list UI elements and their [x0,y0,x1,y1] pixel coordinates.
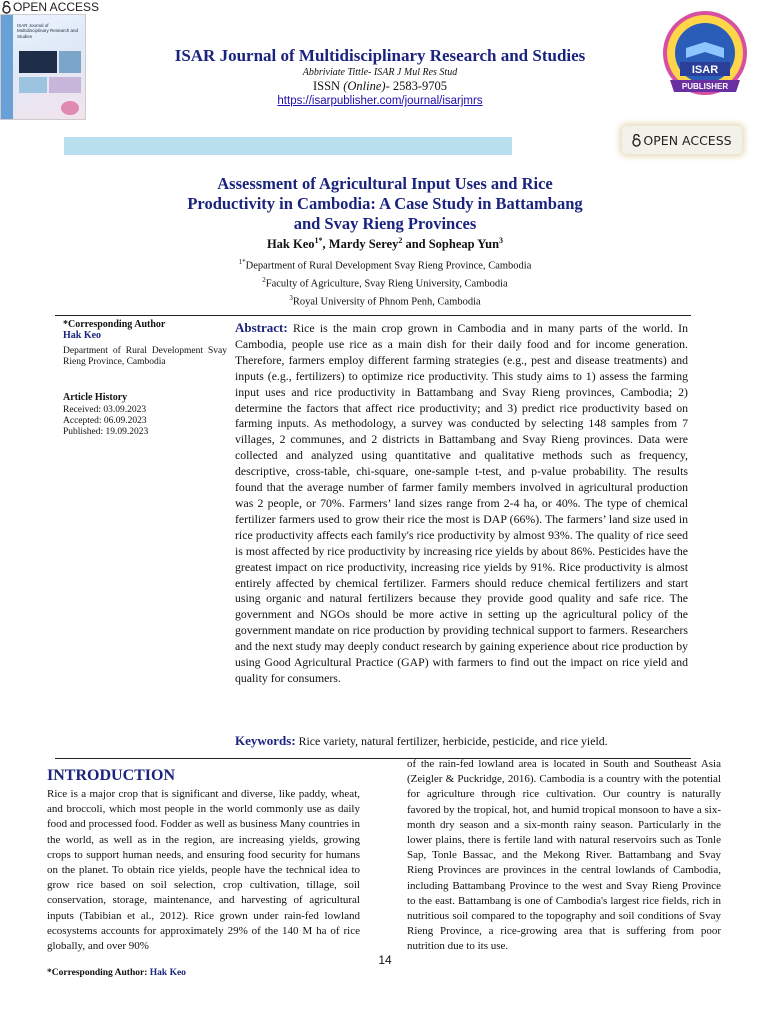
page-number: 14 [378,953,392,967]
open-access-label: OPEN ACCESS [13,0,100,14]
divider [233,315,691,316]
affiliation: $^{1*}$Department of Rural Development Svay Rieng Province, Cambodia [238,258,532,272]
author-name: Mardy Serey [328,237,399,252]
introduction-heading: INTRODUCTION [47,767,176,784]
abstract-text: Rice is the main crop grown in Cambodia and in many parts of the world. In Cambodia, people use rice as a main dish for their daily food and for income generation. Therefore, farmers employ different farming strategies (e.g., pest and disease treatments) and inputs (e.g., fertilizers) to optimize rice productivity. This study aims to 1) assess the farming input uses and rice productivity in Battambang and Svay Rieng provinces, Cambodia; 2) determine the factors that affect rice productivity; and 3) predict rice productivity based on farming inputs. As methodology, a survey was conducted by selecting 148 samples from 7 villages, 2 communes, and 2 districts in Battambang and Svay Rieng provinces. Data were collected and analyzed using quantitative and qualitative methods such as frequency, descriptive, cross-table, chi-square, one-sample t-test, and p-value probability. The results found that the average number of farmer family members involved in agricultural production was 2 people, or 70%. Farmers’ land sizes range from 2-4 ha, or 40%. The type of chemical fertilizer farmers used to grow their rice the most is DAP (66%). The farmers’ land size used in rice productivity affects each family's rice productivity by almost 93%. The quality of rice seed is most affected by rice productivity by increasing rice yields by about 86%. Pesticides have the greatest impact on rice productivity, increasing rice yields by 91%. Rice productivity is almost entirely affected by chemical fertilizer. Farmers should reduce chemical fertilizers and start using organic and natural fertilizers because they provide good quality and safe rice. The government and NGOs should be more active in setting up the agricultural policy of the government mandate on rice production by providing technical support to farmers. Researchers and the next study may deeply conduct research by gaining experience about rice production by using Good Agricultural Practice (GAP) with farmers to find out the impact on rice yield and quality for consumers. [235,321,688,685]
affiliation: $^2$Faculty of Agriculture, Svay Rieng University, Cambodia [262,276,508,290]
accepted-date: Accepted: 06.09.2023 [63,416,147,426]
divider [55,315,233,316]
corresponding-author-name: Hak Keo [63,330,102,341]
body-column-right: of the rain-fed lowland area is located in South and Southeast Asia (Zeigler & Puckridge, 2016). Cambodia is a country with the potential for agriculture through rice cultivation. Our country is naturally favored by the tropical, hot, and humid tropical monsoon to have a six-month dry season and a six-month rainy season. Particularly in the lower plains, there is fertile land with natural reservoirs such as Tonle Sap, Tonle Bassac, and the Mekong River. Battambang and Svay Rieng Provinces are provinces in the central lowlands of Cambodia, including Battambang Province to the west and Svay Rieng Province to the east. Battambang is one of Cambodia's largest rice fields, rich in nutritious soil compared to the topography and soil conditions of Svay Rieng Province, a rice-growing area that is suffering from poor nutrition due to its use. [407,758,721,953]
open-access-button-label: OPEN ACCESS [643,132,732,148]
received-date: Received: 03.09.2023 [63,405,147,415]
open-lock-icon [2,1,11,14]
corresponding-author-department: Department of Rural Development Svay Rieng Province, Cambodia [63,346,227,367]
journal-abbreviation: Abbriviate Tittle- ISAR J Mul Res Stud [302,67,458,78]
body-column-left: Rice is a major crop that is significant and diverse, like paddy, wheat, and broccoli, which most people in the world commonly use as daily food and processed food. Fodder as well as business Many countries in the world, as well as in the region, are increasing yields, growing crops to support human needs, and ensuring food security for humans on the planet. To obtain rice yields, people have the technical idea to grow rice based on soil selection, crop cultivation, tillage, soil conservation, storage, maintenance, and harvesting of agricultural inputs (Tabibian et al., 2012). Rice grown under rain-fed lowland ecosystems accounts for approximately 29% of the 140 M ha of rice globally, and over 90% [47,788,360,953]
keywords-label: Keywords: [235,733,296,748]
keywords-text: Rice variety, natural fertilizer, herbicide, pesticide, and rice yield. [298,734,608,748]
corresponding-author-heading: *Corresponding Author [63,319,166,330]
author-name: Hak Keo [266,237,315,252]
open-lock-icon [632,134,641,147]
journal-cover-thumbnail [0,14,86,120]
logo-text: ISAR [691,64,719,76]
article-history-heading: Article History [63,392,128,403]
isar-publisher-logo [660,8,750,104]
open-access-button[interactable] [622,126,742,154]
logo-subtext: PUBLISHER [681,82,729,91]
published-date: Published: 19.09.2023 [63,427,149,437]
keywords [235,733,688,749]
abstract-label: Abstract: [235,320,288,335]
footer-corresponding-author: *Corresponding Author: Hak Keo [47,968,186,978]
journal-issn: ISSN (Online)- 2583-9705 [312,79,448,93]
journal-title: ISAR Journal of Multidisciplinary Research and Studies [174,46,586,65]
cover-title: ISAR Journal of Multidisciplinary Research and Studies [17,23,79,39]
affiliation: $^3$Royal University of Phnom Penh, Cambodia [289,294,481,308]
author-list: Hak Keo$^{1*}$, Mardy Serey$^2$ and Sopheap Yun$^3$ [266,236,504,252]
author-name: Sopheap Yun [428,237,500,252]
paper-title: Assessment of Agricultural Input Uses and Rice Productivity in Cambodia: A Case Study in Battambang and Svay Rieng Provinces [187,174,583,233]
abstract [235,320,688,687]
open-access-badge [2,0,99,14]
journal-url-link[interactable]: https://isarpublisher.com/journal/isarjmrs [277,95,483,107]
header-divider-bar [64,137,512,155]
